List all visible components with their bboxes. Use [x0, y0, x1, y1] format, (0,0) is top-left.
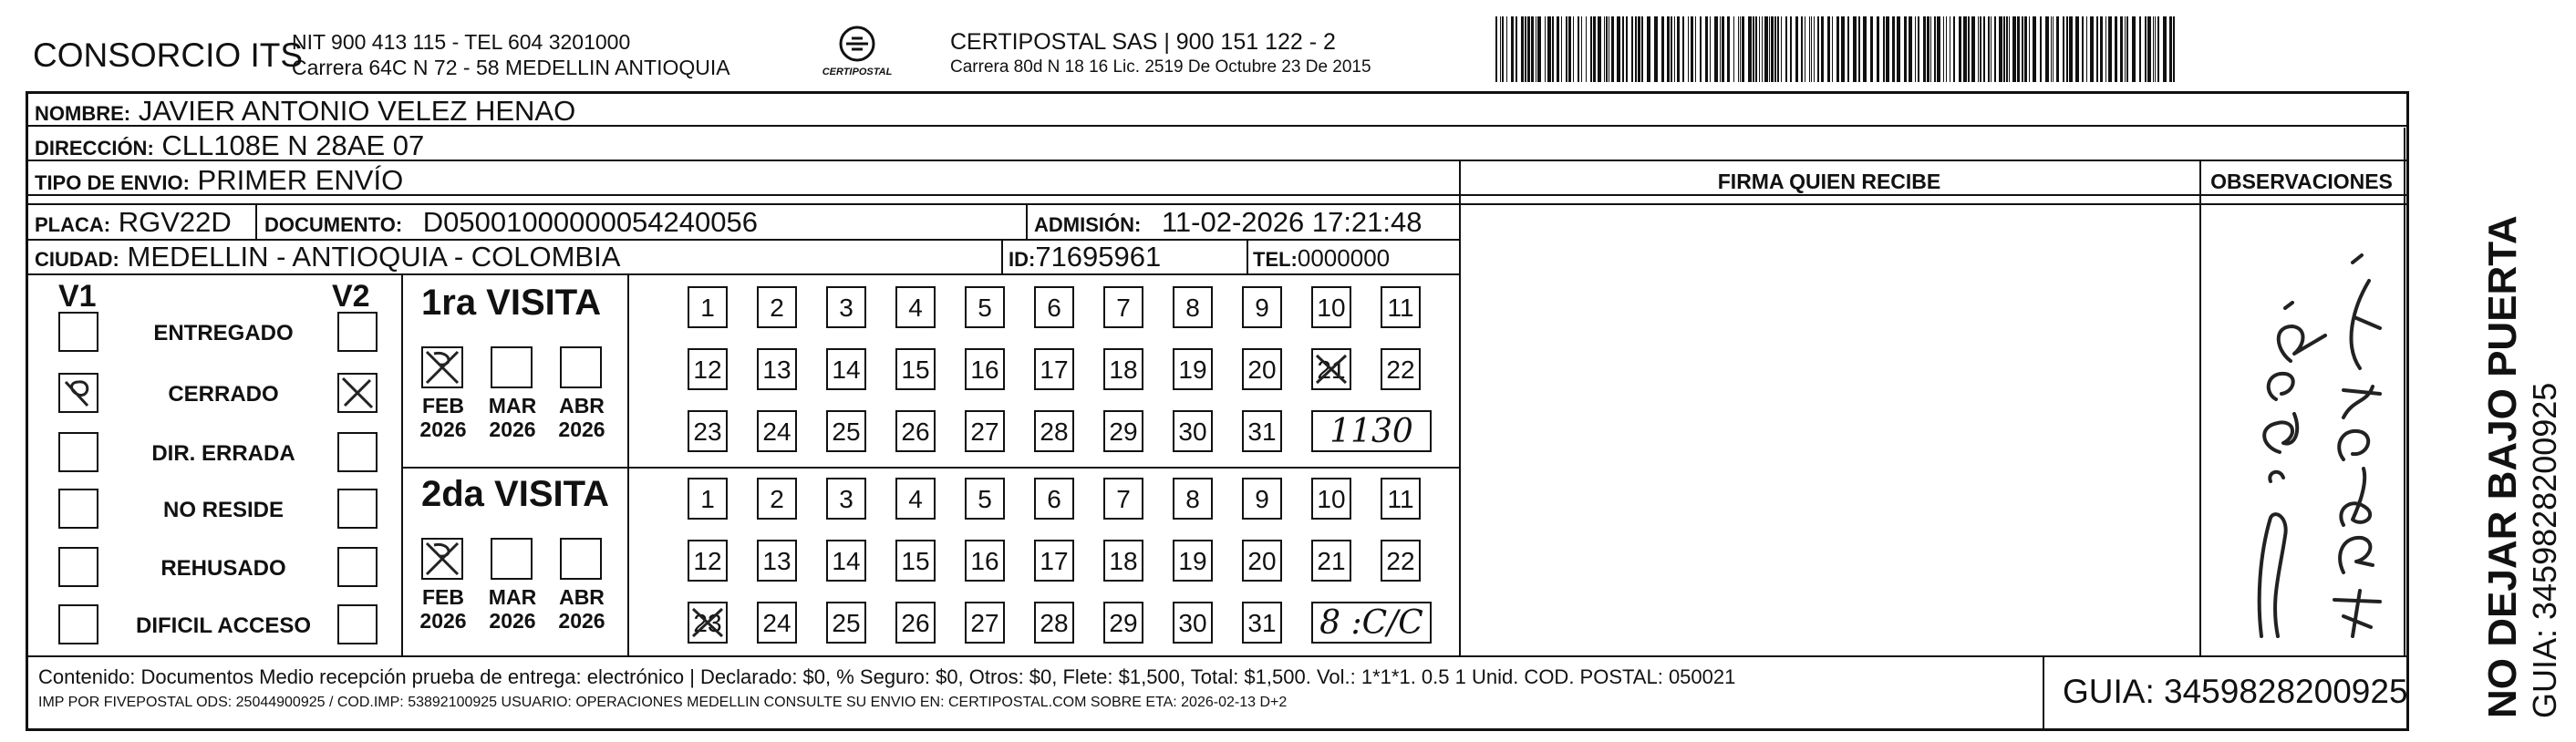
written-time: 1130: [1311, 410, 1432, 452]
v1-checkbox[interactable]: [58, 312, 98, 352]
day-box[interactable]: 30: [1173, 602, 1213, 644]
visit-title: 2da VISITA: [421, 474, 609, 514]
certipostal-line: CERTIPOSTAL SAS | 900 151 122 - 2: [950, 29, 1336, 55]
day-box[interactable]: 3: [826, 478, 866, 520]
month-checkbox[interactable]: [491, 538, 533, 580]
day-mark-icon: [689, 603, 726, 642]
day-box[interactable]: 5: [965, 286, 1005, 328]
month-checkbox[interactable]: [421, 346, 463, 388]
day-box[interactable]: 20: [1242, 540, 1282, 582]
ciudad-value: MEDELLIN - ANTIOQUIA - COLOMBIA: [127, 241, 621, 273]
month-checkbox[interactable]: [560, 538, 602, 580]
v1-checkbox[interactable]: [58, 489, 98, 529]
day-box[interactable]: 24: [757, 602, 797, 644]
id-row: [1009, 241, 1161, 273]
tipo-row: [35, 164, 403, 197]
month-label: [483, 394, 542, 441]
month-year: 2026: [558, 609, 605, 633]
v1-checkbox[interactable]: [58, 547, 98, 587]
v2-header: V2: [332, 279, 370, 314]
day-box[interactable]: 6: [1034, 286, 1074, 328]
day-box[interactable]: 31: [1242, 410, 1282, 452]
month-label: [553, 394, 611, 441]
direccion-value: CLL108E N 28AE 07: [161, 129, 425, 161]
side-guia: GUIA: 3459828200925: [2526, 382, 2563, 718]
day-box[interactable]: [688, 602, 728, 644]
day-box[interactable]: 8: [1173, 478, 1213, 520]
observaciones-handwriting: [2207, 208, 2400, 653]
day-box[interactable]: 17: [1034, 348, 1074, 390]
day-box[interactable]: 5: [965, 478, 1005, 520]
month-label: [414, 585, 472, 633]
day-box[interactable]: 16: [965, 348, 1005, 390]
observaciones-header: OBSERVACIONES: [2210, 170, 2393, 193]
month-checkbox[interactable]: [560, 346, 602, 388]
nit-line: NIT 900 413 115 - TEL 604 3201000: [292, 30, 631, 54]
guia-footer: GUIA: 3459828200925: [2063, 673, 2408, 710]
day-box[interactable]: 14: [826, 540, 866, 582]
day-box[interactable]: 21: [1311, 540, 1351, 582]
day-box[interactable]: 12: [688, 540, 728, 582]
v2-checkbox[interactable]: [337, 312, 378, 352]
admision-label: ADMISIÓN:: [1034, 213, 1142, 236]
month-year: 2026: [489, 417, 536, 441]
certipostal-address: Carrera 80d N 18 16 Lic. 2519 De Octubre 23 De 2015: [950, 57, 1371, 77]
day-box[interactable]: 17: [1034, 540, 1074, 582]
day-box[interactable]: 29: [1103, 602, 1143, 644]
day-box[interactable]: 7: [1103, 478, 1143, 520]
day-box[interactable]: 6: [1034, 478, 1074, 520]
month-checkbox[interactable]: [491, 346, 533, 388]
imp-line: IMP POR FIVEPOSTAL ODS: 25044900925 / COD.IMP: 53892100925 USUARIO: OPERACIONES MEDELLIN CONSULTE SU ENVIO EN: CERTIPOSTAL.COM SOBRE ETA: 2026-02-13 D+2: [38, 695, 1288, 710]
day-box[interactable]: 31: [1242, 602, 1282, 644]
day-box[interactable]: 1: [688, 286, 728, 328]
day-box[interactable]: 3: [826, 286, 866, 328]
direccion-label: DIRECCIÓN:: [35, 137, 154, 160]
day-box[interactable]: 25: [826, 410, 866, 452]
id-label: ID:: [1009, 248, 1036, 271]
firma-header: FIRMA QUIEN RECIBE: [1717, 170, 1941, 193]
day-box[interactable]: 9: [1242, 286, 1282, 328]
day-box[interactable]: 10: [1311, 286, 1351, 328]
month-year: 2026: [558, 417, 605, 441]
contenido-line: Contenido: Documentos Medio recepción prueba de entrega: electrónico | Declarado: $0, % Seguro: $0, Otros: $0, Flete: $1,500, Total: $1,500. Vol.: 1*1*1. 0.5 1 Unid. COD. POSTAL: 050021: [38, 665, 1736, 688]
v2-checkbox[interactable]: [337, 604, 378, 644]
status-label: ENTREGADO: [153, 321, 294, 345]
month-label: [483, 585, 542, 633]
nombre-row: [35, 95, 575, 128]
admision-row: [1034, 206, 1422, 239]
day-box[interactable]: 14: [826, 348, 866, 390]
month-checkbox[interactable]: [421, 538, 463, 580]
day-box[interactable]: 13: [757, 540, 797, 582]
day-box[interactable]: 7: [1103, 286, 1143, 328]
day-box[interactable]: 9: [1242, 478, 1282, 520]
v2-checkbox[interactable]: [337, 373, 378, 413]
id-value: 71695961: [1035, 241, 1162, 273]
v1-checkbox[interactable]: [58, 604, 98, 644]
day-box[interactable]: 22: [1381, 348, 1421, 390]
day-box[interactable]: 15: [895, 540, 936, 582]
day-box[interactable]: 19: [1173, 348, 1213, 390]
day-box[interactable]: 11: [1381, 286, 1421, 328]
certipostal-info: [950, 29, 1371, 80]
day-box[interactable]: 30: [1173, 410, 1213, 452]
month-name: ABR: [559, 394, 605, 417]
tipo-label: TIPO DE ENVIO:: [35, 171, 190, 194]
day-box[interactable]: 26: [895, 410, 936, 452]
day-number: 21: [1317, 356, 1346, 384]
tel-label: TEL:: [1253, 248, 1298, 271]
admision-value: 11-02-2026 17:21:48: [1161, 206, 1422, 238]
day-box[interactable]: 11: [1381, 478, 1421, 520]
visit-title: 1ra VISITA: [421, 283, 602, 323]
day-box[interactable]: 2: [757, 478, 797, 520]
ciudad-row: [35, 241, 620, 273]
day-mark-icon: [1313, 350, 1350, 388]
day-box[interactable]: 28: [1034, 410, 1074, 452]
placa-row: [35, 206, 232, 239]
status-label: CERRADO: [168, 382, 279, 407]
v1-checkbox[interactable]: [58, 373, 98, 413]
tel-value: 0000000: [1297, 244, 1391, 272]
documento-value: D05001000000054240056: [422, 206, 758, 238]
documento-row: [264, 206, 758, 239]
day-box[interactable]: 23: [688, 410, 728, 452]
day-box[interactable]: 20: [1242, 348, 1282, 390]
month-name: MAR: [488, 394, 537, 417]
month-name: FEB: [422, 394, 464, 417]
day-box[interactable]: [1311, 348, 1351, 390]
day-box[interactable]: 1: [688, 478, 728, 520]
tel-row: [1253, 241, 1390, 273]
day-box[interactable]: 22: [1381, 540, 1421, 582]
day-box[interactable]: 18: [1103, 540, 1143, 582]
day-box[interactable]: 26: [895, 602, 936, 644]
day-box[interactable]: 15: [895, 348, 936, 390]
day-box[interactable]: 2: [757, 286, 797, 328]
written-time: 8 :C/C: [1311, 602, 1432, 644]
nombre-label: NOMBRE:: [35, 102, 131, 125]
v2-checkbox[interactable]: [337, 547, 378, 587]
company-info: [292, 29, 730, 80]
month-year: 2026: [419, 609, 467, 633]
day-box[interactable]: 4: [895, 478, 936, 520]
status-label: NO RESIDE: [162, 498, 284, 522]
month-label: [414, 394, 472, 441]
placa-value: RGV22D: [118, 206, 232, 238]
v1-header: V1: [58, 279, 97, 314]
month-year: 2026: [489, 609, 536, 633]
month-name: ABR: [559, 585, 605, 609]
day-number: 23: [693, 609, 722, 637]
nombre-value: JAVIER ANTONIO VELEZ HENAO: [138, 95, 576, 127]
day-box[interactable]: 13: [757, 348, 797, 390]
day-box[interactable]: 8: [1173, 286, 1213, 328]
day-box[interactable]: 28: [1034, 602, 1074, 644]
status-label: REHUSADO: [160, 556, 286, 581]
month-name: FEB: [422, 585, 464, 609]
day-box[interactable]: 24: [757, 410, 797, 452]
side-label: [2480, 215, 2564, 718]
address-line: Carrera 64C N 72 - 58 MEDELLIN ANTIOQUIA: [292, 56, 730, 79]
month-name: MAR: [488, 585, 537, 609]
day-box[interactable]: 12: [688, 348, 728, 390]
svg-text:CERTIPOSTAL: CERTIPOSTAL: [822, 67, 893, 77]
documento-label: DOCUMENTO:: [264, 213, 403, 236]
day-box[interactable]: 29: [1103, 410, 1143, 452]
tipo-value: PRIMER ENVÍO: [197, 164, 404, 196]
side-warning: NO DEJAR BAJO PUERTA: [2480, 215, 2525, 718]
month-year: 2026: [419, 417, 467, 441]
certipostal-logo: [812, 24, 903, 88]
day-box[interactable]: 27: [965, 410, 1005, 452]
day-box[interactable]: 25: [826, 602, 866, 644]
day-box[interactable]: 18: [1103, 348, 1143, 390]
ciudad-label: CIUDAD:: [35, 248, 119, 271]
v2-checkbox[interactable]: [337, 489, 378, 529]
day-box[interactable]: 4: [895, 286, 936, 328]
day-box[interactable]: 16: [965, 540, 1005, 582]
v1-checkbox[interactable]: [58, 432, 98, 472]
status-label: DIR. ERRADA: [151, 441, 295, 466]
month-label: [553, 585, 611, 633]
day-box[interactable]: 27: [965, 602, 1005, 644]
status-label: DIFICIL ACCESO: [135, 613, 311, 638]
barcode: [1495, 16, 2178, 82]
day-box[interactable]: 19: [1173, 540, 1213, 582]
v2-checkbox[interactable]: [337, 432, 378, 472]
placa-label: PLACA:: [35, 213, 111, 236]
day-box[interactable]: 10: [1311, 478, 1351, 520]
direccion-row: [35, 129, 424, 162]
company-name: CONSORCIO ITS: [33, 36, 304, 74]
